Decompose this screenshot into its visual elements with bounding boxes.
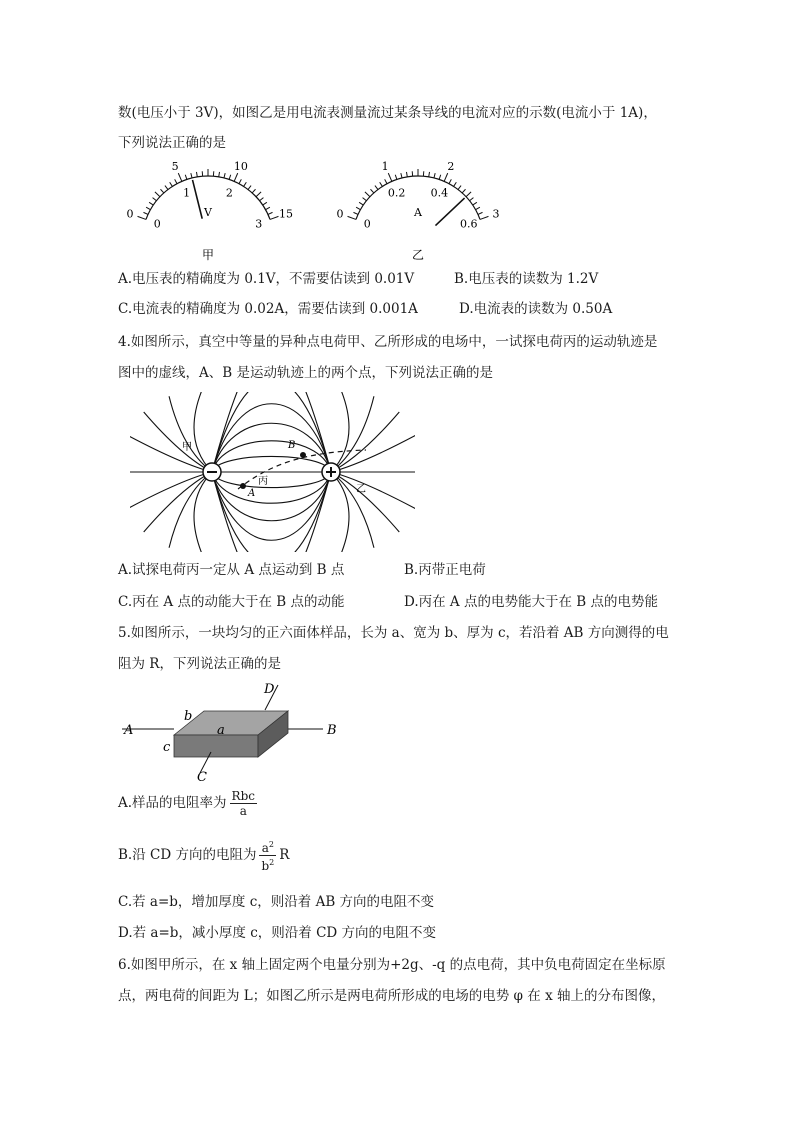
voltmeter-tick bbox=[165, 186, 168, 190]
voltmeter-tick bbox=[138, 216, 146, 219]
voltmeter-tick bbox=[224, 173, 225, 178]
field-line-outer-right bbox=[331, 472, 349, 552]
label-jia: 甲 bbox=[182, 442, 192, 453]
intro-line-2: 下列说法正确的是 bbox=[118, 135, 226, 151]
ammeter-tick bbox=[401, 173, 402, 178]
q5-stem-line-1: 5.如图所示，一块均匀的正六面体样品，长为 a、宽为 b、厚为 c，若沿着 AB 方向测得的电 bbox=[118, 625, 669, 641]
voltmeter-inner-label: 3 bbox=[255, 217, 263, 231]
ammeter-inner-label: 0.6 bbox=[459, 217, 478, 231]
voltmeter-tick bbox=[178, 173, 182, 181]
voltmeter-tick bbox=[170, 182, 173, 186]
fraction-denominator bbox=[259, 856, 276, 873]
ammeter-tick bbox=[439, 175, 441, 180]
voltmeter-outer-label: 0 bbox=[126, 207, 134, 221]
ammeter-tick bbox=[406, 172, 407, 177]
field-line-outer-right bbox=[331, 396, 374, 472]
voltmeter-tick bbox=[143, 212, 148, 214]
voltmeter-tick bbox=[219, 172, 220, 177]
label-point-c: C bbox=[197, 770, 207, 784]
voltmeter-tick bbox=[263, 202, 267, 205]
fraction-numerator: Rbc bbox=[231, 789, 255, 803]
ammeter-tick bbox=[388, 173, 392, 181]
ammeter-outer-label: 0 bbox=[336, 207, 344, 221]
ammeter-tick bbox=[359, 202, 363, 205]
q5-option-b-text: B.沿 CD 方向的电阻为 bbox=[118, 847, 257, 863]
voltmeter-tick bbox=[155, 192, 160, 197]
label-thickness-c: c bbox=[163, 740, 171, 755]
fraction-num-base: a bbox=[261, 841, 269, 855]
fraction-den-exp: 2 bbox=[269, 858, 275, 867]
intro-line-1: 数(电压小于 3V)，如图乙是用电流表测量流过某条导线的电流对应的示数(电流小于 1A)， bbox=[118, 105, 657, 121]
ammeter-inner-label: 0.2 bbox=[387, 186, 406, 200]
q4-option-c: C.丙在 A 点的动能大于在 B 点的动能 bbox=[118, 594, 345, 610]
q4-option-a: A.试探电荷丙一定从 A 点运动到 B 点 bbox=[118, 562, 345, 578]
ammeter-tick bbox=[348, 216, 356, 219]
voltmeter-tick bbox=[268, 212, 273, 214]
label-a: A bbox=[248, 488, 256, 499]
voltmeter-tick bbox=[256, 192, 261, 197]
label-bing: 丙 bbox=[258, 476, 268, 487]
voltmeter-inner-label: 0 bbox=[153, 217, 161, 231]
q6-stem-line-2: 点，两电荷的间距为 L；如图乙所示是两电荷所形成的电场的电势 φ 在 x 轴上的分布图像， bbox=[118, 988, 665, 1004]
label-point-b: B bbox=[327, 723, 337, 738]
ammeter-tick bbox=[473, 202, 477, 205]
ammeter-caption: 乙 bbox=[411, 248, 425, 262]
voltmeter-needle bbox=[193, 180, 203, 219]
q4-option-d: D.丙在 A 点的电势能大于在 B 点的电势能 bbox=[404, 594, 658, 610]
q3-option-b: B.电压表的读数为 1.2V bbox=[454, 271, 599, 287]
voltmeter-tick bbox=[196, 172, 197, 177]
ammeter-tick bbox=[363, 198, 367, 201]
q6-stem-line-1: 6.如图甲所示，在 x 轴上固定两个电量分别为+2g、-q 的点电荷，其中负电荷固定在坐标原 bbox=[118, 957, 666, 973]
field-line-outer-right bbox=[331, 472, 374, 548]
voltmeter-tick bbox=[270, 216, 278, 219]
field-line-outer-left bbox=[194, 392, 212, 472]
ammeter-tick bbox=[454, 182, 457, 186]
field-line-outer-left bbox=[169, 472, 212, 548]
ammeter-tick bbox=[444, 173, 448, 181]
cuboid-front-face bbox=[174, 735, 258, 757]
voltmeter-inner-label: 2 bbox=[225, 186, 233, 200]
ammeter-tick bbox=[476, 207, 480, 209]
ammeter-outer-label: 3 bbox=[492, 207, 500, 221]
fraction-den-base: b bbox=[261, 859, 270, 873]
ammeter-tick bbox=[380, 182, 383, 186]
voltmeter-tick bbox=[146, 207, 150, 209]
q4-stem-line-2: 图中的虚线，A、B 是运动轨迹上的两个点，下列说法正确的是 bbox=[118, 365, 493, 381]
ammeter-tick bbox=[466, 192, 471, 197]
ammeter-tick bbox=[395, 175, 397, 180]
fraction-a2-over-b2 bbox=[259, 838, 276, 873]
label-width-b: b bbox=[184, 709, 193, 724]
voltmeter-tick bbox=[160, 189, 163, 193]
q3-option-c: C.电流表的精确度为 0.02A，需要估读到 0.001A bbox=[118, 301, 418, 317]
electric-field-figure bbox=[130, 392, 415, 552]
voltmeter-tick bbox=[191, 173, 192, 178]
q3-option-d: D.电流表的读数为 0.50A bbox=[459, 301, 613, 317]
ammeter-tick bbox=[375, 186, 378, 190]
voltmeter-tick bbox=[234, 173, 238, 181]
voltmeter-outer-label: 5 bbox=[171, 160, 179, 173]
ammeter-tick bbox=[478, 212, 483, 214]
ammeter-dial bbox=[337, 160, 500, 262]
voltmeter-tick bbox=[185, 175, 187, 180]
voltmeter-tick bbox=[248, 186, 251, 190]
meters-figure bbox=[118, 160, 518, 262]
ammeter-tick bbox=[385, 179, 387, 183]
voltmeter-tick bbox=[153, 198, 157, 201]
point-b-dot bbox=[300, 452, 306, 458]
ammeter-inner-label: 0.4 bbox=[430, 186, 449, 200]
voltmeter-caption: 甲 bbox=[201, 248, 215, 262]
field-line-outer-left bbox=[169, 396, 212, 472]
ammeter-unit: A bbox=[414, 206, 422, 219]
voltmeter-tick bbox=[229, 175, 231, 180]
q5-stem-line-2: 阻为 R，下列说法正确的是 bbox=[118, 656, 281, 672]
fraction-num-exp: 2 bbox=[268, 840, 274, 849]
ammeter-tick bbox=[365, 192, 370, 197]
voltmeter-unit: V bbox=[204, 206, 212, 219]
label-yi: 乙 bbox=[356, 484, 366, 495]
voltmeter-tick bbox=[175, 179, 177, 183]
voltmeter-tick bbox=[244, 182, 247, 186]
field-line-between bbox=[212, 456, 331, 472]
ammeter-tick bbox=[458, 186, 461, 190]
field-line-between bbox=[212, 472, 331, 488]
voltmeter-tick bbox=[149, 202, 153, 205]
q5-option-d: D.若 a=b，减小厚度 c，则沿着 CD 方向的电阻不变 bbox=[118, 925, 437, 941]
label-b: B bbox=[288, 440, 296, 451]
q3-option-a: A.电压表的精确度为 0.1V，不需要估读到 0.01V bbox=[118, 271, 415, 287]
voltmeter-tick bbox=[252, 189, 255, 193]
field-line-between bbox=[212, 472, 331, 540]
fraction-rbc-over-a bbox=[230, 789, 257, 818]
q5-option-a-text: A.样品的电阻率为 bbox=[118, 795, 227, 811]
ammeter-tick bbox=[449, 179, 451, 183]
fraction-denominator: a bbox=[239, 804, 247, 818]
point-a-dot bbox=[240, 483, 246, 489]
label-point-d: D bbox=[264, 682, 275, 697]
ammeter-tick bbox=[370, 189, 373, 193]
voltmeter-outer-label: 10 bbox=[233, 160, 248, 173]
ammeter-tick bbox=[356, 207, 360, 209]
ammeter-tick bbox=[434, 173, 435, 178]
ammeter-tick bbox=[480, 216, 488, 219]
q5-option-a bbox=[118, 786, 260, 820]
q5-option-b-suffix: R bbox=[279, 847, 290, 863]
voltmeter-outer-label: 15 bbox=[278, 207, 293, 221]
field-line-outer-right bbox=[331, 392, 349, 472]
q5-option-c: C.若 a=b，增加厚度 c，则沿着 AB 方向的电阻不变 bbox=[118, 894, 435, 910]
q4-option-b: B.丙带正电荷 bbox=[404, 562, 486, 578]
q5-option-b bbox=[118, 838, 289, 873]
voltmeter-inner-label: 1 bbox=[183, 186, 191, 200]
label-length-a: a bbox=[217, 723, 225, 738]
ammeter-inner-label: 0 bbox=[363, 217, 371, 231]
ammeter-outer-label: 1 bbox=[381, 160, 389, 173]
cuboid-figure bbox=[118, 678, 348, 784]
voltmeter-tick bbox=[260, 198, 264, 201]
ammeter-tick bbox=[470, 198, 474, 201]
label-point-a: A bbox=[124, 723, 134, 738]
ammeter-tick bbox=[429, 172, 430, 177]
voltmeter-tick bbox=[239, 179, 241, 183]
field-line-outer-left bbox=[194, 472, 212, 552]
ammeter-outer-label: 2 bbox=[447, 160, 455, 173]
voltmeter-tick bbox=[266, 207, 270, 209]
fraction-numerator bbox=[259, 838, 276, 856]
ammeter-tick bbox=[353, 212, 358, 214]
ammeter-tick bbox=[462, 189, 465, 193]
voltmeter-dial bbox=[127, 160, 293, 262]
q4-stem-line-1: 4.如图所示，真空中等量的异种点电荷甲、乙所形成的电场中，一试探电荷丙的运动轨迹是 bbox=[118, 334, 658, 350]
field-line-between bbox=[212, 404, 331, 472]
